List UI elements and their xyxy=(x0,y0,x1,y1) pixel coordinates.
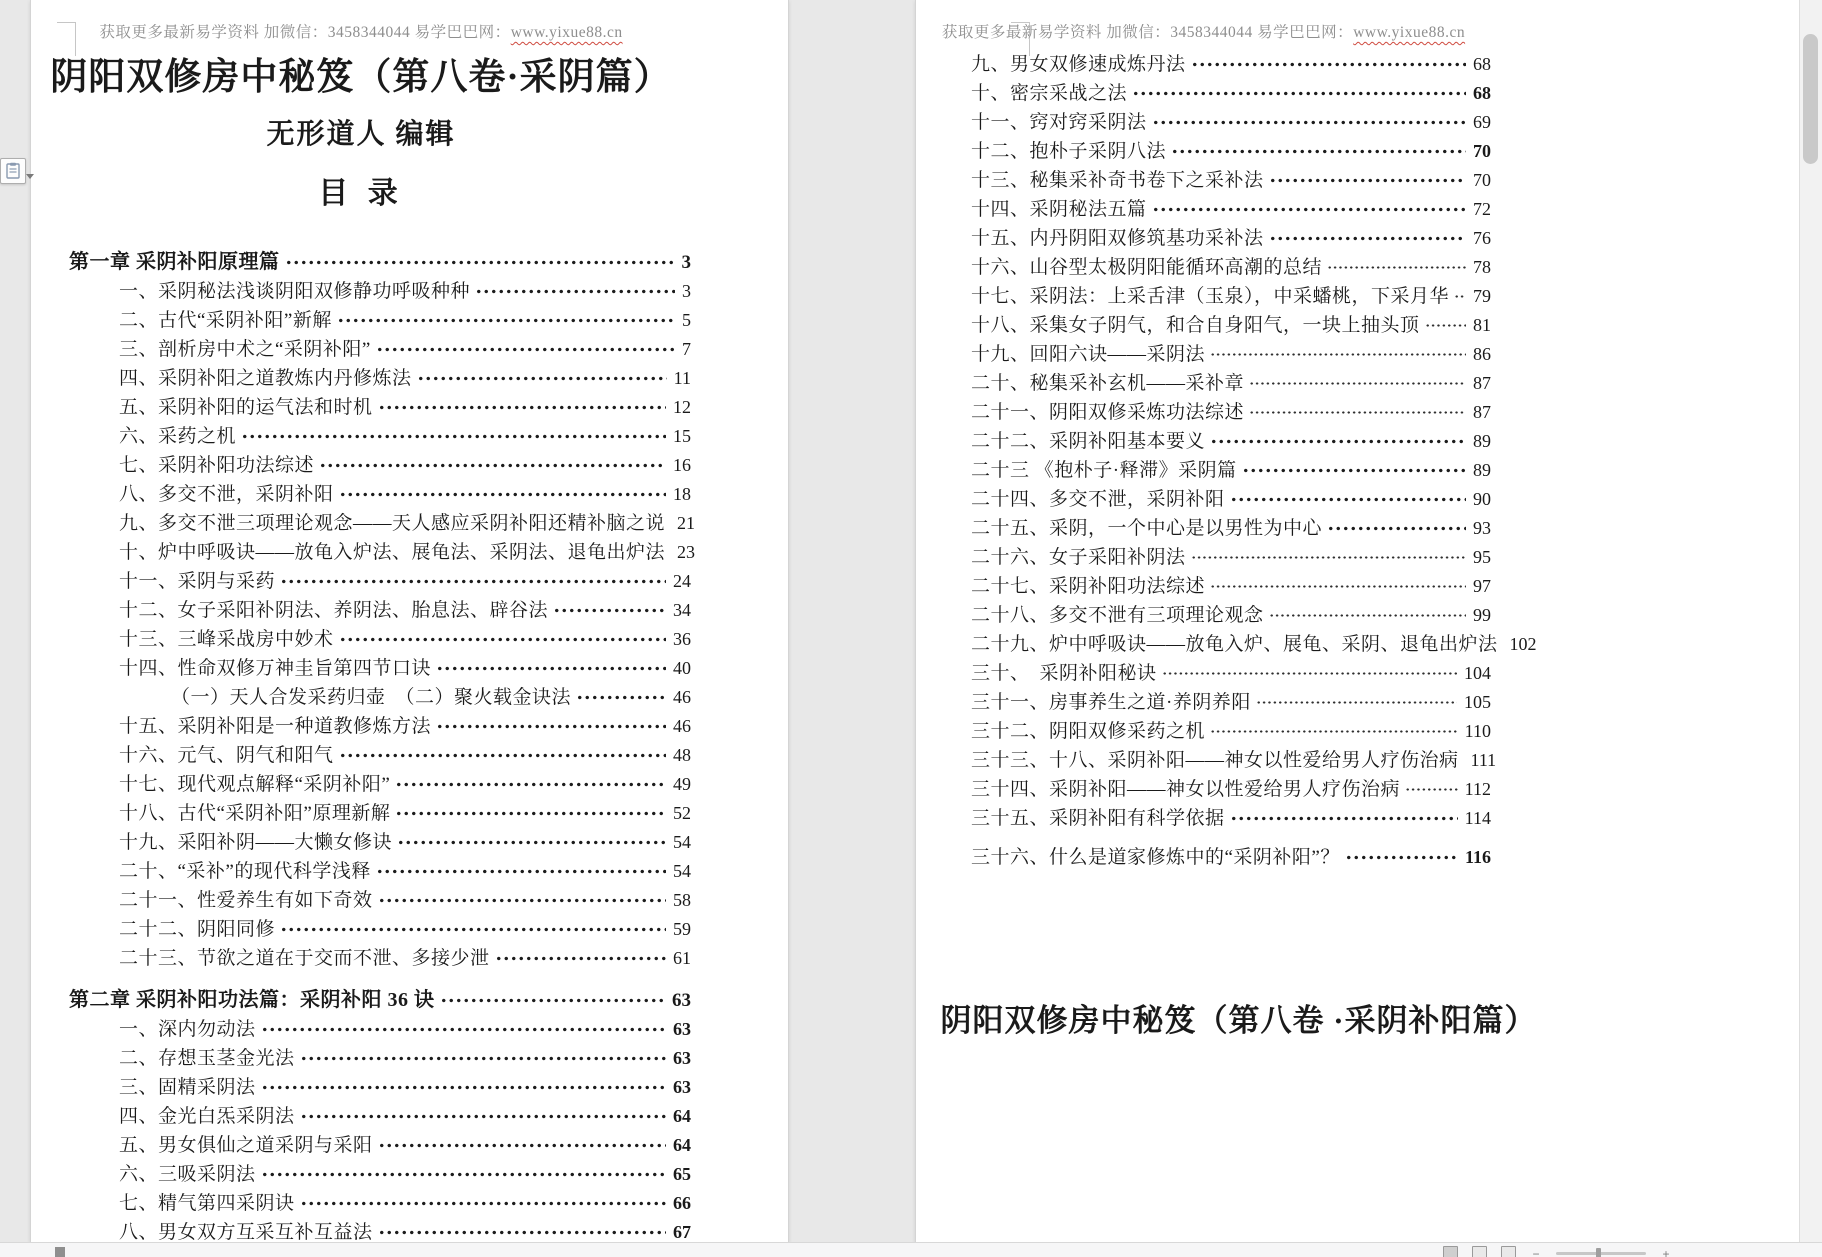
dot-leader xyxy=(285,248,675,277)
dot-leader xyxy=(1269,166,1466,195)
toc-entry-page: 102 xyxy=(1509,634,1537,654)
toc-chapter-row[interactable] xyxy=(31,986,691,1015)
toc-entry-label: 十九、回阳六诀——采阴法 xyxy=(971,344,1206,365)
toc-entry-page: 93 xyxy=(1473,518,1491,538)
toc-entry-label: 二十九、炉中呼吸诀——放龟入炉、展龟、采阴、退龟出炉法 xyxy=(971,634,1498,655)
toc-row[interactable] xyxy=(31,277,691,306)
zoom-slider[interactable] xyxy=(1556,1252,1646,1255)
toc-entry-page: 72 xyxy=(1473,199,1491,219)
toc-row[interactable] xyxy=(916,659,1491,688)
dot-leader xyxy=(1256,688,1457,717)
toc-row[interactable] xyxy=(916,311,1491,340)
toc-entry-page: 63 xyxy=(673,1048,691,1068)
toc-entry-page: 46 xyxy=(673,716,691,736)
document-title: 阴阳双修房中秘笈（第八卷·采阴篇） xyxy=(50,57,672,98)
dot-leader xyxy=(1162,659,1457,688)
dot-leader xyxy=(261,1073,666,1102)
dot-leader xyxy=(553,596,666,625)
toc-row[interactable] xyxy=(31,654,691,683)
toc-entry-page: 70 xyxy=(1473,141,1491,161)
toc-entry-page: 64 xyxy=(673,1135,691,1155)
dot-leader xyxy=(300,1044,666,1073)
toc-entry-label: 十七、采阴法：上采舌津（玉泉），中采蟠桃，下采月华 xyxy=(971,286,1450,307)
toc-entry-label: 十九、采阳补阴——大懒女修诀 xyxy=(119,832,393,853)
toc-row[interactable] xyxy=(916,340,1491,369)
dot-leader xyxy=(440,986,666,1015)
toc-entry-page: 49 xyxy=(673,774,691,794)
dot-leader xyxy=(1230,485,1466,514)
header-note-text: 获取更多最新易学资料 加微信：3458344044 易学巴巴网： xyxy=(941,24,1354,41)
zoom-out-icon[interactable]: − xyxy=(1532,1246,1540,1257)
toc-entry-page: 87 xyxy=(1473,402,1491,422)
toc-entry-page: 3 xyxy=(682,281,691,301)
toc-entry-page: 105 xyxy=(1464,692,1491,712)
toc-entry-label: 十四、性命双修万神圭旨第四节口诀 xyxy=(119,658,432,679)
toc-row[interactable] xyxy=(31,828,691,857)
dot-leader xyxy=(1345,843,1458,872)
dot-leader xyxy=(300,1189,666,1218)
toc-row[interactable] xyxy=(916,195,1491,224)
toc-row[interactable] xyxy=(31,625,691,654)
toc-row[interactable] xyxy=(916,282,1491,311)
dot-leader xyxy=(378,1131,666,1160)
dot-leader xyxy=(378,886,666,915)
toc-row[interactable] xyxy=(31,1131,691,1160)
toc-row[interactable] xyxy=(31,915,691,944)
toc-entry-label: 三、剖析房中术之“采阴补阳” xyxy=(119,339,371,360)
dot-leader xyxy=(436,654,666,683)
toc-row[interactable] xyxy=(31,944,691,973)
dot-leader xyxy=(1191,50,1466,79)
dot-leader xyxy=(337,306,675,335)
toc-entry-page: 89 xyxy=(1473,431,1491,451)
toc-row[interactable] xyxy=(31,1160,691,1189)
dot-leader xyxy=(1132,79,1466,108)
toc-entry-label: 二、存想玉茎金光法 xyxy=(119,1048,295,1069)
toc-row[interactable] xyxy=(916,485,1491,514)
toc-row[interactable] xyxy=(916,746,1497,775)
zoom-slider-knob[interactable] xyxy=(1596,1248,1601,1257)
toc-row[interactable] xyxy=(916,543,1491,572)
toc-entry-page: 114 xyxy=(1464,808,1491,828)
toc-entry-label: 二十六、女子采阳补阴法 xyxy=(971,547,1186,568)
toc-entry-label: 二十、秘集采补玄机——采补章 xyxy=(971,373,1245,394)
toc-entry-page: 58 xyxy=(673,890,691,910)
toc-entry-label: 十一、采阴与采药 xyxy=(119,571,276,592)
toc-row[interactable] xyxy=(31,451,691,480)
dot-leader xyxy=(1210,340,1466,369)
toc-row[interactable] xyxy=(31,480,691,509)
toc-entry-label: 十、炉中呼吸诀——放龟入炉法、展龟法、采阴法、退龟出炉法 xyxy=(119,542,666,563)
toc-row[interactable] xyxy=(916,224,1491,253)
statusbar-view-zoom-cluster xyxy=(1443,1246,1672,1257)
toc-entry-label: 九、多交不泄三项理论观念——天人感应采阴补阳还精补脑之说 xyxy=(119,513,666,534)
dot-leader xyxy=(1230,804,1458,833)
dot-leader xyxy=(376,335,675,364)
header-note-link[interactable]: www.yixue88.cn xyxy=(1353,24,1466,41)
toc-entry-label: 一、深内勿动法 xyxy=(119,1019,256,1040)
toc-entry-label: 一、采阴秘法浅谈阴阳双修静功呼吸种种 xyxy=(119,281,471,302)
toc-heading: 目 录 xyxy=(318,177,404,210)
dot-leader xyxy=(1327,253,1466,282)
toc-row[interactable] xyxy=(31,741,691,770)
toc-entry-label: 三、固精采阴法 xyxy=(119,1077,256,1098)
dot-leader xyxy=(1152,195,1466,224)
dot-leader xyxy=(261,1015,666,1044)
toc-row[interactable] xyxy=(916,630,1537,659)
toc-row[interactable] xyxy=(916,369,1491,398)
toc-entry-page: 70 xyxy=(1473,170,1491,190)
page-header-note xyxy=(31,20,691,42)
toc-entry-label: 九、男女双修速成炼丹法 xyxy=(971,54,1186,75)
toc-entry-label: 十五、内丹阴阳双修筑基功采补法 xyxy=(971,228,1264,249)
dot-leader xyxy=(1269,601,1466,630)
toc-entry-label: 三十五、采阴补阳有科学依据 xyxy=(971,808,1225,829)
toc-right-column xyxy=(916,50,1537,872)
dot-leader xyxy=(1249,369,1466,398)
toc-entry-page: 46 xyxy=(673,687,691,707)
toc-entry-label: 二、古代“采阴补阳”新解 xyxy=(119,310,332,331)
toc-row[interactable] xyxy=(916,253,1491,282)
dot-leader xyxy=(417,364,667,393)
dot-leader xyxy=(1152,108,1466,137)
toc-row[interactable] xyxy=(31,886,691,915)
toc-entry-page: 63 xyxy=(672,990,691,1011)
toc-entry-page: 11 xyxy=(673,368,691,388)
toc-entry-page: 61 xyxy=(673,948,691,968)
toc-row[interactable] xyxy=(916,108,1491,137)
dot-leader xyxy=(376,857,666,886)
toc-entry-label: 五、采阴补阳的运气法和时机 xyxy=(119,397,373,418)
zoom-in-icon[interactable]: + xyxy=(1662,1246,1670,1257)
dot-leader xyxy=(378,1218,666,1243)
toc-entry-label: 二十三、节欲之道在于交而不泄、多接少泄 xyxy=(119,948,490,969)
toc-entry-label: 十七、现代观点解释“采阴补阳” xyxy=(119,774,391,795)
toc-entry-page: 18 xyxy=(673,484,691,504)
document-editor-line: 无形道人 编辑 xyxy=(266,119,456,150)
toc-left-column xyxy=(31,248,696,1243)
read-mode-icon[interactable] xyxy=(1443,1246,1458,1257)
toc-row[interactable] xyxy=(31,567,691,596)
dot-leader xyxy=(241,422,666,451)
dot-leader xyxy=(1171,137,1466,166)
toc-chapter-row[interactable] xyxy=(31,248,691,277)
dot-leader xyxy=(1191,543,1466,572)
toc-entry-page: 5 xyxy=(682,310,691,330)
toc-row[interactable] xyxy=(916,775,1491,804)
toc-row[interactable] xyxy=(916,688,1491,717)
toc-entry-page: 54 xyxy=(673,832,691,852)
toc-row[interactable] xyxy=(916,572,1491,601)
dot-leader xyxy=(1242,456,1466,485)
toc-entry-page: 63 xyxy=(673,1019,691,1039)
page-header-note xyxy=(916,20,1491,42)
toc-row[interactable] xyxy=(31,857,691,886)
dot-leader xyxy=(1210,717,1458,746)
dot-leader xyxy=(280,915,666,944)
toc-entry-label: 二十三 《抱朴子·释滞》采阴篇 xyxy=(971,460,1237,481)
toc-entry-label: 十二、抱朴子采阴八法 xyxy=(971,141,1167,162)
toc-entry-label: 十三、三峰采战房中妙术 xyxy=(119,629,334,650)
toc-row[interactable] xyxy=(31,538,696,567)
toc-entry-page: 66 xyxy=(673,1193,691,1213)
dot-leader xyxy=(1425,311,1466,340)
toc-entry-label: （一）天人合发采药归壶 （二）聚火载金诀法 xyxy=(171,687,572,708)
header-note-text: 获取更多最新易学资料 加微信：3458344044 易学巴巴网： xyxy=(99,24,511,41)
dot-leader xyxy=(395,799,666,828)
toc-entry-page: 52 xyxy=(673,803,691,823)
dot-leader xyxy=(1210,427,1466,456)
toc-entry-page: 65 xyxy=(673,1164,691,1184)
toc-entry-page: 97 xyxy=(1473,576,1491,596)
toc-entry-page: 34 xyxy=(673,600,691,620)
toc-row[interactable] xyxy=(31,393,691,422)
toc-chapter-label: 第二章 采阴补阳功法篇：采阴补阳 36 诀 xyxy=(69,989,435,1011)
toc-entry-page: 87 xyxy=(1473,373,1491,393)
toc-row[interactable] xyxy=(916,456,1491,485)
toc-row[interactable] xyxy=(31,1044,691,1073)
toc-row[interactable] xyxy=(31,770,691,799)
toc-row[interactable] xyxy=(916,79,1491,108)
toc-row[interactable] xyxy=(31,1218,691,1243)
toc-entry-label: 七、采阴补阳功法综述 xyxy=(119,455,315,476)
toc-entry-page: 116 xyxy=(1464,847,1491,867)
toc-chapter-label: 第一章 采阴补阳原理篇 xyxy=(69,251,280,273)
toc-entry-label: 十一、窍对窍采阴法 xyxy=(971,112,1147,133)
toc-entry-page: 36 xyxy=(673,629,691,649)
toc-entry-page: 68 xyxy=(1473,54,1491,74)
toc-entry-label: 二十四、多交不泄，采阴补阳 xyxy=(971,489,1225,510)
toc-entry-page: 68 xyxy=(1473,83,1491,103)
dot-leader xyxy=(495,944,666,973)
toc-entry-label: 十八、采集女子阴气，和合自身阳气，一块上抽头顶 xyxy=(971,315,1420,336)
dot-leader xyxy=(339,741,666,770)
section-footer-title: 阴阳双修房中秘笈（第八卷 ·采阴补阳篇） xyxy=(940,1003,1537,1038)
toc-entry-label: 十六、山谷型太极阴阳能循环高潮的总结 xyxy=(971,257,1323,278)
toc-entry-label: 六、采药之机 xyxy=(119,426,237,447)
toc-row[interactable] xyxy=(31,422,691,451)
toc-entry-page: 59 xyxy=(673,919,691,939)
dot-leader xyxy=(261,1160,666,1189)
toc-entry-label: 三十二、阴阳双修采药之机 xyxy=(971,721,1206,742)
toc-entry-page: 48 xyxy=(673,745,691,765)
dot-leader xyxy=(339,625,666,654)
dot-leader xyxy=(378,393,666,422)
print-layout-icon[interactable] xyxy=(1472,1246,1487,1257)
dot-leader xyxy=(319,451,666,480)
toc-row[interactable] xyxy=(916,427,1491,456)
dot-leader xyxy=(339,480,666,509)
toc-entry-label: 二十一、性爱养生有如下奇效 xyxy=(119,890,373,911)
dot-leader xyxy=(1269,224,1466,253)
toc-row[interactable] xyxy=(916,166,1491,195)
toc-entry-page: 99 xyxy=(1473,605,1491,625)
document-page-right[interactable] xyxy=(915,0,1802,1243)
paste-options-button[interactable] xyxy=(0,158,34,186)
toc-entry-page: 64 xyxy=(673,1106,691,1126)
toc-row[interactable] xyxy=(31,712,691,741)
toc-entry-page: 40 xyxy=(673,658,691,678)
toc-entry-page: 110 xyxy=(1464,721,1491,741)
dot-leader xyxy=(475,277,675,306)
dot-leader xyxy=(300,1102,666,1131)
toc-row[interactable] xyxy=(31,1102,691,1131)
toc-entry-page: 63 xyxy=(673,1077,691,1097)
toc-row[interactable] xyxy=(31,1189,691,1218)
toc-entry-label: 二十五、采阴，一个中心是以男性为中心 xyxy=(971,518,1323,539)
toc-entry-label: 二十二、采阴补阳基本要义 xyxy=(971,431,1206,452)
toc-row[interactable] xyxy=(31,1015,691,1044)
toc-entry-page: 12 xyxy=(673,397,691,417)
toc-entry-page: 79 xyxy=(1473,286,1491,306)
toc-entry-label: 五、男女俱仙之道采阴与采阳 xyxy=(119,1135,373,1156)
toc-entry-label: 十二、女子采阳补阴法、养阴法、胎息法、辟谷法 xyxy=(119,600,549,621)
toc-entry-label: 七、精气第四采阴诀 xyxy=(119,1193,295,1214)
dot-leader xyxy=(436,712,666,741)
toc-entry-page: 86 xyxy=(1473,344,1491,364)
toc-entry-label: 六、三吸采阴法 xyxy=(119,1164,256,1185)
header-note-link[interactable]: www.yixue88.cn xyxy=(510,24,623,41)
toc-entry-page: 15 xyxy=(673,426,691,446)
toc-entry-page: 69 xyxy=(1473,112,1491,132)
toc-row[interactable] xyxy=(31,364,691,393)
toc-entry-page: 21 xyxy=(677,513,696,533)
toc-entry-label: 二十一、阴阳双修采炼功法综述 xyxy=(971,402,1245,423)
toc-row[interactable] xyxy=(916,137,1491,166)
toc-entry-page: 81 xyxy=(1473,315,1491,335)
toc-entry-page: 7 xyxy=(682,339,691,359)
toc-entry-page: 24 xyxy=(673,571,691,591)
toc-entry-page: 23 xyxy=(677,542,696,562)
toc-entry-label: 十五、采阴补阳是一种道教修炼方法 xyxy=(119,716,432,737)
vertical-scrollbar[interactable] xyxy=(1799,0,1822,1243)
document-page-left[interactable] xyxy=(30,0,789,1243)
toc-entry-page: 67 xyxy=(673,1222,691,1242)
toc-entry-label: 三十四、采阴补阳——神女以性爱给男人疗伤治病 xyxy=(971,779,1401,800)
toc-entry-label: 四、金光白炁采阴法 xyxy=(119,1106,295,1127)
toc-entry-label: 二十八、多交不泄有三项理论观念 xyxy=(971,605,1264,626)
toc-entry-label: 三十六、什么是道家修炼中的“采阴补阳”？ xyxy=(971,847,1340,868)
toc-entry-label: 三十、 采阴补阳秘诀 xyxy=(971,663,1157,684)
toc-entry-page: 112 xyxy=(1464,779,1491,799)
toc-row[interactable] xyxy=(916,514,1491,543)
dot-leader xyxy=(1405,775,1458,804)
paste-options-icon xyxy=(0,158,26,184)
toc-row[interactable] xyxy=(916,717,1491,746)
toc-row[interactable] xyxy=(916,601,1491,630)
toc-entry-label: 二十二、阴阳同修 xyxy=(119,919,276,940)
toc-row[interactable] xyxy=(31,509,696,538)
toc-entry-page: 111 xyxy=(1470,750,1497,770)
toc-entry-page: 54 xyxy=(673,861,691,881)
toc-row[interactable] xyxy=(31,1073,691,1102)
toc-row[interactable] xyxy=(916,50,1491,79)
toc-entry-page: 78 xyxy=(1473,257,1491,277)
status-bar xyxy=(0,1242,1822,1257)
toc-entry-label: 三十三、十八、采阴补阳——神女以性爱给男人疗伤治病 xyxy=(971,750,1459,771)
toc-entry-label: 十三、秘集采补奇书卷下之采补法 xyxy=(971,170,1264,191)
toc-entry-page: 104 xyxy=(1464,663,1491,683)
toc-entry-page: 3 xyxy=(681,252,691,273)
dot-leader xyxy=(395,770,666,799)
toc-entry-page: 16 xyxy=(673,455,691,475)
dot-leader xyxy=(1249,398,1466,427)
toc-entry-label: 八、多交不泄，采阴补阳 xyxy=(119,484,334,505)
toc-row[interactable] xyxy=(916,804,1491,833)
dot-leader xyxy=(1454,282,1466,311)
toc-row[interactable] xyxy=(31,799,691,828)
toc-entry-label: 十四、采阴秘法五篇 xyxy=(971,199,1147,220)
toc-entry-label: 三十一、房事养生之道·养阴养阳 xyxy=(971,692,1251,713)
toc-row[interactable] xyxy=(31,306,691,335)
toc-entry-label: 二十七、采阴补阳功法综述 xyxy=(971,576,1206,597)
toc-entry-page: 90 xyxy=(1473,489,1491,509)
dot-leader xyxy=(576,683,666,712)
toc-entry-page: 95 xyxy=(1473,547,1491,567)
dot-leader xyxy=(397,828,666,857)
toc-entry-label: 八、男女双方互采互补互益法 xyxy=(119,1222,373,1243)
toc-row[interactable] xyxy=(31,683,691,712)
toc-row[interactable] xyxy=(916,398,1491,427)
scrollbar-thumb[interactable] xyxy=(1803,34,1818,164)
toc-row[interactable] xyxy=(31,596,691,625)
toc-row[interactable] xyxy=(31,335,691,364)
toc-entry-label: 四、采阴补阳之道教炼内丹修炼法 xyxy=(119,368,412,389)
web-layout-icon[interactable] xyxy=(1501,1246,1516,1257)
toc-entry-label: 十、密宗采战之法 xyxy=(971,83,1128,104)
toc-entry-page: 89 xyxy=(1473,460,1491,480)
toc-entry-label: 二十、“采补”的现代科学浅释 xyxy=(119,861,371,882)
chevron-down-icon[interactable] xyxy=(26,174,34,179)
toc-entry-page: 76 xyxy=(1473,228,1491,248)
dot-leader xyxy=(1210,572,1466,601)
dot-leader xyxy=(1327,514,1466,543)
toc-row[interactable] xyxy=(916,843,1491,872)
toc-entry-label: 十八、古代“采阴补阳”原理新解 xyxy=(119,803,391,824)
toc-entry-label: 十六、元气、阴气和阳气 xyxy=(119,745,334,766)
statusbar-partial-icon xyxy=(55,1247,65,1257)
dot-leader xyxy=(280,567,666,596)
